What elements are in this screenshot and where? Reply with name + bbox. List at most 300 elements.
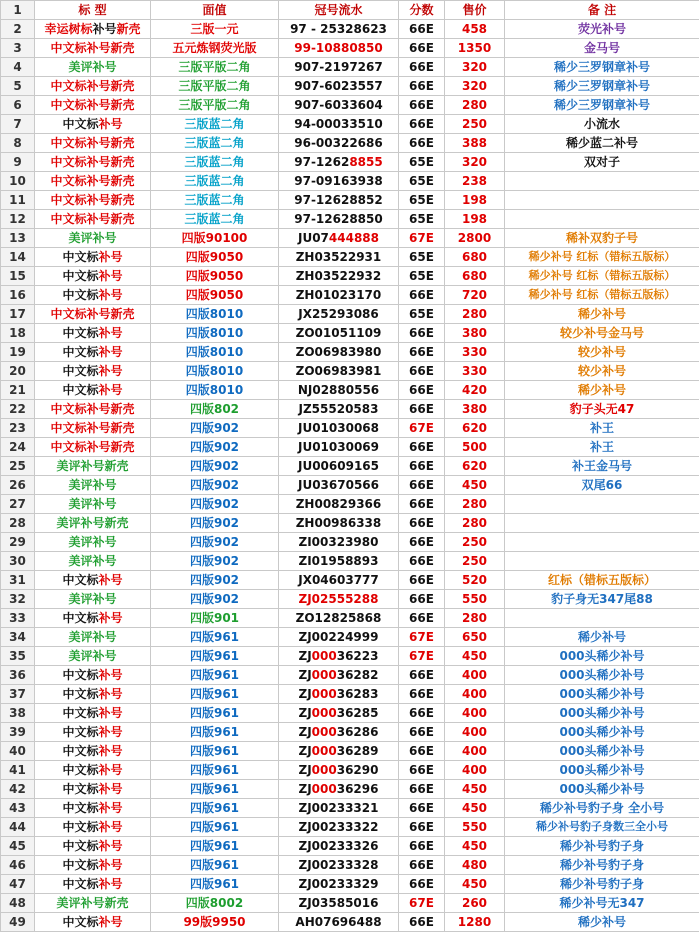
row-number[interactable]: 2 <box>1 20 35 39</box>
cell-serial[interactable] <box>279 286 399 305</box>
cell-face-value[interactable]: 四版902 <box>151 476 279 495</box>
cell-serial[interactable] <box>279 571 399 590</box>
cell-face-value[interactable]: 四版902 <box>151 552 279 571</box>
cell-price[interactable]: 400 <box>445 685 505 704</box>
cell-face-value[interactable]: 四版961 <box>151 875 279 894</box>
cell-price[interactable]: 400 <box>445 761 505 780</box>
header-price[interactable]: 售价 <box>445 1 505 20</box>
row-number[interactable]: 14 <box>1 248 35 267</box>
cell-score[interactable]: 66E <box>399 875 445 894</box>
cell-price[interactable]: 380 <box>445 400 505 419</box>
cell-serial[interactable] <box>279 210 399 229</box>
cell-type[interactable] <box>35 400 151 419</box>
cell-note[interactable]: 稀少补号豹子身 全小号 <box>505 799 699 818</box>
row-number[interactable]: 25 <box>1 457 35 476</box>
cell-score[interactable]: 66E <box>399 495 445 514</box>
cell-type[interactable] <box>35 343 151 362</box>
cell-note[interactable]: 豹子身无347尾88 <box>505 590 699 609</box>
cell-note[interactable]: 较少补号金马号 <box>505 324 699 343</box>
cell-note[interactable]: 稀少补号 红标（错标五版标） <box>505 248 699 267</box>
cell-price[interactable]: 500 <box>445 438 505 457</box>
cell-note[interactable]: 稀少补号 <box>505 305 699 324</box>
cell-serial[interactable] <box>279 77 399 96</box>
cell-price[interactable]: 650 <box>445 628 505 647</box>
cell-note[interactable]: 稀少补号无347 <box>505 894 699 913</box>
row-number[interactable]: 37 <box>1 685 35 704</box>
cell-price[interactable]: 330 <box>445 362 505 381</box>
cell-note[interactable]: 稀少补号 <box>505 913 699 932</box>
cell-note[interactable]: 000头稀少补号 <box>505 647 699 666</box>
cell-serial[interactable] <box>279 628 399 647</box>
cell-type[interactable] <box>35 153 151 172</box>
cell-serial[interactable] <box>279 39 399 58</box>
cell-score[interactable]: 66E <box>399 96 445 115</box>
row-number[interactable]: 9 <box>1 153 35 172</box>
cell-serial[interactable] <box>279 913 399 932</box>
cell-serial[interactable] <box>279 438 399 457</box>
row-number[interactable]: 18 <box>1 324 35 343</box>
cell-score[interactable]: 66E <box>399 856 445 875</box>
header-score[interactable]: 分数 <box>399 1 445 20</box>
cell-note[interactable]: 000头稀少补号 <box>505 666 699 685</box>
cell-type[interactable] <box>35 913 151 932</box>
cell-score[interactable]: 66E <box>399 799 445 818</box>
cell-face-value[interactable]: 四版90100 <box>151 229 279 248</box>
row-number[interactable]: 1 <box>1 1 35 20</box>
cell-score[interactable]: 67E <box>399 628 445 647</box>
cell-type[interactable] <box>35 780 151 799</box>
cell-note[interactable]: 稀少补号 红标（错标五版标） <box>505 267 699 286</box>
cell-price[interactable]: 238 <box>445 172 505 191</box>
cell-serial[interactable] <box>279 20 399 39</box>
cell-face-value[interactable]: 三版蓝二角 <box>151 191 279 210</box>
row-number[interactable]: 38 <box>1 704 35 723</box>
cell-price[interactable]: 400 <box>445 723 505 742</box>
cell-price[interactable]: 198 <box>445 191 505 210</box>
cell-type[interactable] <box>35 571 151 590</box>
cell-face-value[interactable]: 四版961 <box>151 761 279 780</box>
cell-price[interactable]: 620 <box>445 419 505 438</box>
cell-serial[interactable] <box>279 647 399 666</box>
header-face-value[interactable]: 面值 <box>151 1 279 20</box>
cell-score[interactable]: 66E <box>399 343 445 362</box>
cell-price[interactable]: 380 <box>445 324 505 343</box>
cell-note[interactable]: 双尾66 <box>505 476 699 495</box>
cell-face-value[interactable]: 四版961 <box>151 780 279 799</box>
cell-score[interactable]: 66E <box>399 438 445 457</box>
cell-type[interactable] <box>35 362 151 381</box>
cell-type[interactable] <box>35 495 151 514</box>
cell-score[interactable]: 65E <box>399 153 445 172</box>
row-number[interactable]: 42 <box>1 780 35 799</box>
cell-price[interactable]: 400 <box>445 704 505 723</box>
cell-price[interactable]: 250 <box>445 115 505 134</box>
row-number[interactable]: 6 <box>1 96 35 115</box>
cell-face-value[interactable]: 四版901 <box>151 609 279 628</box>
row-number[interactable]: 24 <box>1 438 35 457</box>
cell-note[interactable]: 稀少补号豹子身 <box>505 875 699 894</box>
cell-type[interactable] <box>35 590 151 609</box>
cell-type[interactable] <box>35 704 151 723</box>
cell-score[interactable]: 66E <box>399 77 445 96</box>
cell-face-value[interactable]: 三版蓝二角 <box>151 134 279 153</box>
cell-score[interactable]: 67E <box>399 419 445 438</box>
cell-face-value[interactable]: 四版961 <box>151 856 279 875</box>
header-note[interactable]: 备 注 <box>505 1 699 20</box>
cell-type[interactable] <box>35 134 151 153</box>
cell-note[interactable]: 稀少补号豹子身 <box>505 856 699 875</box>
cell-serial[interactable] <box>279 229 399 248</box>
cell-serial[interactable] <box>279 172 399 191</box>
row-number[interactable]: 48 <box>1 894 35 913</box>
cell-serial[interactable] <box>279 552 399 571</box>
cell-note[interactable]: 稀少三罗钢章补号 <box>505 58 699 77</box>
cell-price[interactable]: 1350 <box>445 39 505 58</box>
cell-note[interactable] <box>505 495 699 514</box>
cell-type[interactable] <box>35 438 151 457</box>
cell-note[interactable]: 000头稀少补号 <box>505 742 699 761</box>
cell-type[interactable] <box>35 742 151 761</box>
cell-face-value[interactable]: 四版902 <box>151 419 279 438</box>
cell-face-value[interactable]: 四版8010 <box>151 381 279 400</box>
cell-type[interactable] <box>35 837 151 856</box>
cell-note[interactable]: 荧光补号 <box>505 20 699 39</box>
cell-price[interactable]: 320 <box>445 77 505 96</box>
cell-score[interactable]: 66E <box>399 514 445 533</box>
cell-price[interactable]: 450 <box>445 647 505 666</box>
cell-note[interactable]: 稀少补号 <box>505 381 699 400</box>
cell-type[interactable] <box>35 476 151 495</box>
cell-type[interactable] <box>35 609 151 628</box>
cell-price[interactable]: 400 <box>445 742 505 761</box>
row-number[interactable]: 27 <box>1 495 35 514</box>
cell-note[interactable]: 稀少补号豹子身数三全小号 <box>505 818 699 837</box>
cell-score[interactable]: 66E <box>399 913 445 932</box>
cell-serial[interactable] <box>279 495 399 514</box>
cell-serial[interactable] <box>279 457 399 476</box>
cell-face-value[interactable]: 四版902 <box>151 438 279 457</box>
cell-type[interactable] <box>35 115 151 134</box>
row-number[interactable]: 49 <box>1 913 35 932</box>
cell-type[interactable] <box>35 799 151 818</box>
cell-note[interactable] <box>505 609 699 628</box>
cell-type[interactable] <box>35 267 151 286</box>
cell-note[interactable]: 000头稀少补号 <box>505 780 699 799</box>
cell-score[interactable]: 66E <box>399 609 445 628</box>
cell-type[interactable] <box>35 210 151 229</box>
cell-price[interactable]: 450 <box>445 476 505 495</box>
row-number[interactable]: 7 <box>1 115 35 134</box>
row-number[interactable]: 40 <box>1 742 35 761</box>
row-number[interactable]: 10 <box>1 172 35 191</box>
row-number[interactable]: 29 <box>1 533 35 552</box>
cell-face-value[interactable]: 四版902 <box>151 590 279 609</box>
cell-serial[interactable] <box>279 96 399 115</box>
cell-face-value[interactable]: 四版902 <box>151 457 279 476</box>
cell-face-value[interactable]: 五元炼钢荧光版 <box>151 39 279 58</box>
cell-serial[interactable] <box>279 704 399 723</box>
cell-serial[interactable] <box>279 723 399 742</box>
cell-price[interactable]: 450 <box>445 780 505 799</box>
cell-type[interactable] <box>35 286 151 305</box>
cell-face-value[interactable]: 三版平版二角 <box>151 96 279 115</box>
cell-type[interactable] <box>35 894 151 913</box>
row-number[interactable]: 20 <box>1 362 35 381</box>
cell-serial[interactable] <box>279 837 399 856</box>
cell-price[interactable]: 480 <box>445 856 505 875</box>
row-number[interactable]: 43 <box>1 799 35 818</box>
cell-face-value[interactable]: 三版平版二角 <box>151 77 279 96</box>
cell-price[interactable]: 550 <box>445 590 505 609</box>
row-number[interactable]: 39 <box>1 723 35 742</box>
row-number[interactable]: 8 <box>1 134 35 153</box>
row-number[interactable]: 22 <box>1 400 35 419</box>
cell-type[interactable] <box>35 552 151 571</box>
cell-price[interactable]: 250 <box>445 552 505 571</box>
cell-note[interactable] <box>505 191 699 210</box>
cell-note[interactable]: 稀补双豹子号 <box>505 229 699 248</box>
cell-serial[interactable] <box>279 134 399 153</box>
cell-serial[interactable] <box>279 58 399 77</box>
cell-note[interactable]: 补王金马号 <box>505 457 699 476</box>
cell-price[interactable]: 280 <box>445 495 505 514</box>
cell-note[interactable]: 稀少补号 红标（错标五版标） <box>505 286 699 305</box>
cell-face-value[interactable]: 四版902 <box>151 514 279 533</box>
cell-face-value[interactable]: 四版961 <box>151 818 279 837</box>
row-number[interactable]: 12 <box>1 210 35 229</box>
row-number[interactable]: 5 <box>1 77 35 96</box>
cell-face-value[interactable]: 四版961 <box>151 837 279 856</box>
cell-type[interactable] <box>35 628 151 647</box>
cell-price[interactable]: 280 <box>445 514 505 533</box>
cell-score[interactable]: 66E <box>399 723 445 742</box>
cell-face-value[interactable]: 四版8010 <box>151 343 279 362</box>
cell-serial[interactable] <box>279 799 399 818</box>
cell-serial[interactable] <box>279 248 399 267</box>
cell-face-value[interactable]: 四版9050 <box>151 286 279 305</box>
cell-face-value[interactable]: 三版一元 <box>151 20 279 39</box>
cell-note[interactable]: 000头稀少补号 <box>505 723 699 742</box>
row-number[interactable]: 32 <box>1 590 35 609</box>
cell-price[interactable]: 520 <box>445 571 505 590</box>
cell-face-value[interactable]: 四版902 <box>151 533 279 552</box>
cell-price[interactable]: 280 <box>445 96 505 115</box>
cell-face-value[interactable]: 三版蓝二角 <box>151 115 279 134</box>
cell-score[interactable]: 66E <box>399 457 445 476</box>
cell-type[interactable] <box>35 647 151 666</box>
cell-serial[interactable] <box>279 343 399 362</box>
cell-score[interactable]: 66E <box>399 20 445 39</box>
row-number[interactable]: 17 <box>1 305 35 324</box>
cell-serial[interactable] <box>279 666 399 685</box>
cell-score[interactable]: 65E <box>399 267 445 286</box>
cell-score[interactable]: 65E <box>399 172 445 191</box>
cell-type[interactable] <box>35 514 151 533</box>
cell-face-value[interactable]: 三版蓝二角 <box>151 172 279 191</box>
cell-face-value[interactable]: 四版902 <box>151 571 279 590</box>
cell-score[interactable]: 66E <box>399 818 445 837</box>
cell-face-value[interactable]: 四版9050 <box>151 248 279 267</box>
cell-type[interactable] <box>35 229 151 248</box>
cell-type[interactable] <box>35 723 151 742</box>
cell-serial[interactable] <box>279 476 399 495</box>
cell-type[interactable] <box>35 248 151 267</box>
cell-serial[interactable] <box>279 742 399 761</box>
cell-serial[interactable] <box>279 362 399 381</box>
cell-serial[interactable] <box>279 400 399 419</box>
cell-price[interactable]: 450 <box>445 875 505 894</box>
header-serial[interactable]: 冠号流水 <box>279 1 399 20</box>
cell-face-value[interactable]: 四版8010 <box>151 324 279 343</box>
row-number[interactable]: 26 <box>1 476 35 495</box>
cell-face-value[interactable]: 四版961 <box>151 799 279 818</box>
cell-note[interactable]: 补王 <box>505 419 699 438</box>
row-number[interactable]: 44 <box>1 818 35 837</box>
cell-price[interactable]: 1280 <box>445 913 505 932</box>
cell-type[interactable] <box>35 39 151 58</box>
row-number[interactable]: 3 <box>1 39 35 58</box>
row-number[interactable]: 28 <box>1 514 35 533</box>
cell-face-value[interactable]: 三版平版二角 <box>151 58 279 77</box>
cell-score[interactable]: 66E <box>399 685 445 704</box>
cell-score[interactable]: 65E <box>399 210 445 229</box>
cell-type[interactable] <box>35 666 151 685</box>
cell-note[interactable] <box>505 533 699 552</box>
cell-score[interactable]: 66E <box>399 761 445 780</box>
cell-face-value[interactable]: 四版961 <box>151 647 279 666</box>
cell-note[interactable] <box>505 172 699 191</box>
cell-face-value[interactable]: 三版蓝二角 <box>151 153 279 172</box>
cell-type[interactable] <box>35 77 151 96</box>
cell-score[interactable]: 66E <box>399 742 445 761</box>
cell-note[interactable]: 稀少三罗钢章补号 <box>505 96 699 115</box>
cell-score[interactable]: 66E <box>399 58 445 77</box>
cell-note[interactable] <box>505 552 699 571</box>
cell-type[interactable] <box>35 533 151 552</box>
cell-note[interactable]: 000头稀少补号 <box>505 685 699 704</box>
cell-serial[interactable] <box>279 514 399 533</box>
cell-score[interactable]: 66E <box>399 590 445 609</box>
row-number[interactable]: 41 <box>1 761 35 780</box>
cell-type[interactable] <box>35 761 151 780</box>
cell-score[interactable]: 66E <box>399 552 445 571</box>
cell-type[interactable] <box>35 381 151 400</box>
cell-type[interactable] <box>35 324 151 343</box>
cell-face-value[interactable]: 99版9950 <box>151 913 279 932</box>
cell-face-value[interactable]: 四版961 <box>151 666 279 685</box>
cell-price[interactable]: 458 <box>445 20 505 39</box>
cell-score[interactable]: 66E <box>399 533 445 552</box>
cell-note[interactable]: 稀少补号豹子身 <box>505 837 699 856</box>
row-number[interactable]: 45 <box>1 837 35 856</box>
cell-score[interactable]: 66E <box>399 134 445 153</box>
cell-note[interactable] <box>505 210 699 229</box>
cell-score[interactable]: 65E <box>399 305 445 324</box>
cell-score[interactable]: 66E <box>399 362 445 381</box>
cell-face-value[interactable]: 四版8010 <box>151 305 279 324</box>
cell-note[interactable]: 000头稀少补号 <box>505 761 699 780</box>
cell-serial[interactable] <box>279 419 399 438</box>
cell-face-value[interactable]: 四版802 <box>151 400 279 419</box>
cell-price[interactable]: 330 <box>445 343 505 362</box>
cell-note[interactable]: 稀少补号 <box>505 628 699 647</box>
cell-score[interactable]: 67E <box>399 894 445 913</box>
cell-price[interactable]: 320 <box>445 58 505 77</box>
cell-serial[interactable] <box>279 818 399 837</box>
row-number[interactable]: 11 <box>1 191 35 210</box>
cell-score[interactable]: 66E <box>399 324 445 343</box>
cell-price[interactable]: 550 <box>445 818 505 837</box>
cell-price[interactable]: 280 <box>445 305 505 324</box>
cell-score[interactable]: 66E <box>399 286 445 305</box>
cell-serial[interactable] <box>279 761 399 780</box>
cell-face-value[interactable]: 四版961 <box>151 742 279 761</box>
cell-serial[interactable] <box>279 153 399 172</box>
cell-type[interactable] <box>35 20 151 39</box>
row-number[interactable]: 46 <box>1 856 35 875</box>
cell-score[interactable]: 67E <box>399 229 445 248</box>
cell-face-value[interactable]: 四版8002 <box>151 894 279 913</box>
row-number[interactable]: 21 <box>1 381 35 400</box>
cell-face-value[interactable]: 四版961 <box>151 704 279 723</box>
row-number[interactable]: 36 <box>1 666 35 685</box>
cell-type[interactable] <box>35 96 151 115</box>
cell-score[interactable]: 66E <box>399 476 445 495</box>
row-number[interactable]: 33 <box>1 609 35 628</box>
cell-score[interactable]: 66E <box>399 381 445 400</box>
cell-note[interactable]: 较少补号 <box>505 362 699 381</box>
row-number[interactable]: 19 <box>1 343 35 362</box>
cell-type[interactable] <box>35 875 151 894</box>
cell-price[interactable]: 680 <box>445 248 505 267</box>
cell-serial[interactable] <box>279 305 399 324</box>
cell-type[interactable] <box>35 305 151 324</box>
cell-note[interactable]: 小流水 <box>505 115 699 134</box>
cell-price[interactable]: 198 <box>445 210 505 229</box>
cell-serial[interactable] <box>279 780 399 799</box>
header-type[interactable]: 标 型 <box>35 1 151 20</box>
cell-serial[interactable] <box>279 875 399 894</box>
cell-note[interactable]: 较少补号 <box>505 343 699 362</box>
cell-note[interactable]: 稀少三罗钢章补号 <box>505 77 699 96</box>
row-number[interactable]: 31 <box>1 571 35 590</box>
cell-type[interactable] <box>35 856 151 875</box>
cell-serial[interactable] <box>279 856 399 875</box>
cell-score[interactable]: 66E <box>399 704 445 723</box>
cell-score[interactable]: 66E <box>399 571 445 590</box>
cell-face-value[interactable]: 三版蓝二角 <box>151 210 279 229</box>
cell-score[interactable]: 66E <box>399 400 445 419</box>
cell-note[interactable]: 红标（错标五版标） <box>505 571 699 590</box>
cell-serial[interactable] <box>279 533 399 552</box>
cell-price[interactable]: 620 <box>445 457 505 476</box>
cell-type[interactable] <box>35 818 151 837</box>
cell-score[interactable]: 66E <box>399 666 445 685</box>
cell-price[interactable]: 450 <box>445 799 505 818</box>
cell-price[interactable]: 450 <box>445 837 505 856</box>
cell-score[interactable]: 66E <box>399 115 445 134</box>
cell-note[interactable]: 豹子头无47 <box>505 400 699 419</box>
cell-note[interactable]: 金马号 <box>505 39 699 58</box>
cell-note[interactable]: 双对子 <box>505 153 699 172</box>
cell-type[interactable] <box>35 172 151 191</box>
cell-serial[interactable] <box>279 894 399 913</box>
cell-score[interactable]: 66E <box>399 837 445 856</box>
cell-type[interactable] <box>35 457 151 476</box>
cell-serial[interactable] <box>279 324 399 343</box>
cell-price[interactable]: 250 <box>445 533 505 552</box>
cell-type[interactable] <box>35 419 151 438</box>
